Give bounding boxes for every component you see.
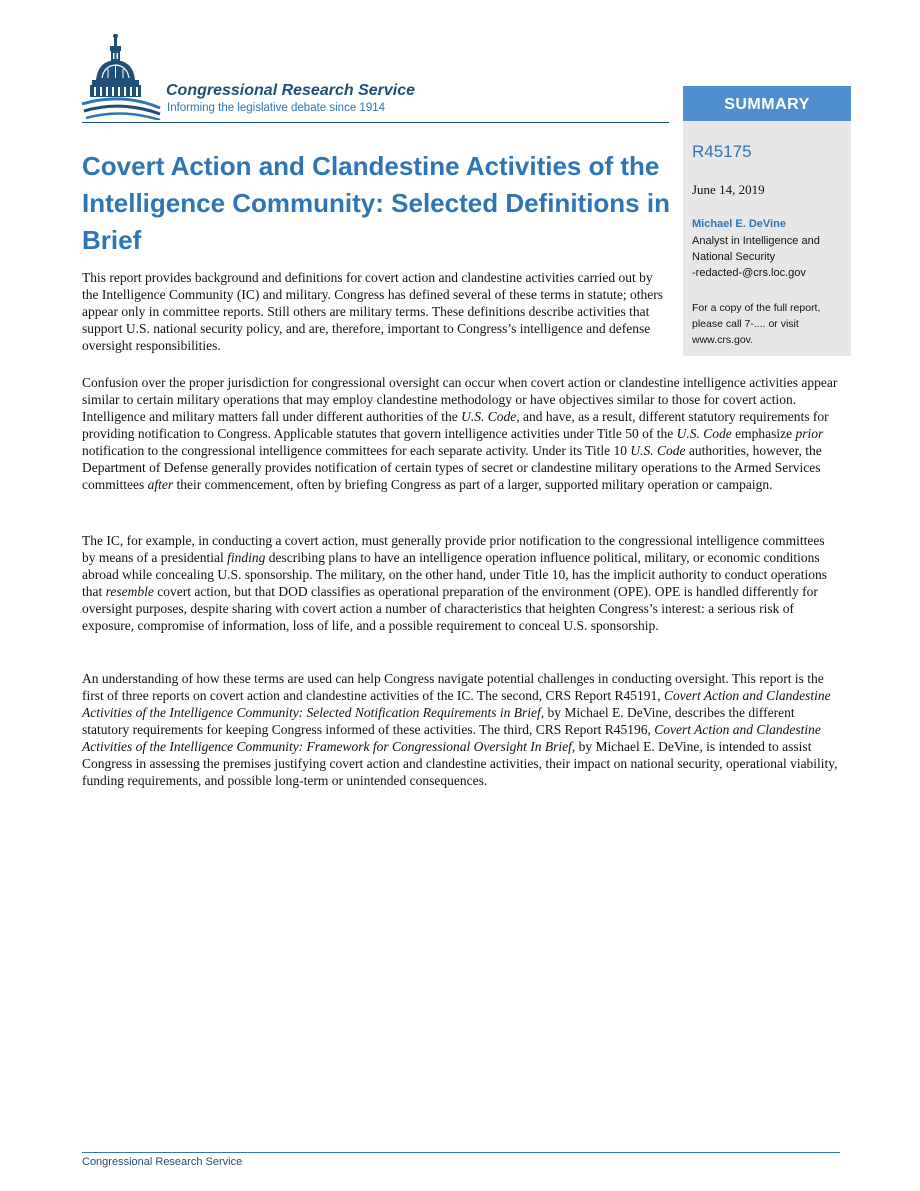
text-run: notification to the congressional intelligence committees for each separate activity. Under its Title 10 bbox=[82, 443, 631, 458]
copy-note-line2: please call 7-.... or visit bbox=[692, 318, 799, 330]
italic-run: prior bbox=[795, 426, 824, 441]
italic-run: U.S. Code bbox=[676, 426, 732, 441]
paragraph-ic-example bbox=[82, 532, 840, 634]
text-run: The IC, for example, in conducting a covert action, must generally provide prior notification to the congressional intelligence committees by means of a presidential bbox=[82, 533, 825, 565]
text-run: and have, as a result, different statutory requirements for providing notification to Congress. Applicable statutes that govern intelligence activities under Title 50 of the bbox=[82, 409, 829, 441]
text-run: emphasize bbox=[731, 426, 796, 441]
italic-run: Covert Action and Clandestine Activities of the Intelligence Community: Selected Notification Requirements in Brief bbox=[82, 688, 831, 720]
intro-paragraph: This report provides background and definitions for covert action and clandestine activities carried out by the Intelligence Community (IC) and military. Congress has defined several of these terms in statute; others appear only in committee reports. Still others are military terms. These definitions describe activities that support U.S. national security policy, and are, therefore, important to Congress’s intelligence and defense oversight responsibilities. bbox=[82, 270, 663, 353]
report-date: June 14, 2019 bbox=[692, 182, 765, 197]
italic-run: Covert Action and Clandestine Activities of the Intelligence Community: Framework for Congressional Oversight In Brief bbox=[82, 722, 821, 754]
paragraph-related-reports bbox=[82, 670, 840, 789]
org-tagline: Informing the legislative debate since 1914 bbox=[167, 102, 386, 114]
text-run: , by Michael E. DeVine, is intended to assist Congress in assessing the premises justifying covert action and clandestine activities, their impact on national security, operational viability, funding requirements, and possible long-term or unintended consequences. bbox=[82, 739, 838, 788]
italic-run: finding bbox=[227, 550, 266, 565]
report-number: R45175 bbox=[692, 142, 752, 161]
summary-sidebar bbox=[683, 86, 851, 356]
text-run: An understanding of how these terms are used can help Congress navigate potential challenges in conducting oversight. This report is the first of three reports on covert action and clandestine activities of the IC. The second, CRS Report R45191, bbox=[82, 671, 824, 703]
italic-run: after bbox=[147, 477, 174, 492]
summary-heading: SUMMARY bbox=[683, 86, 851, 121]
author-email: -redacted-@crs.loc.gov bbox=[692, 267, 806, 279]
text-run: describing plans to have an intelligence operation influence political, military, or economic conditions abroad while concealing U.S. sponsorship. The military, on the other hand, under Title 10, has the implicit authority to conduct operations that bbox=[82, 550, 827, 599]
report-title: Covert Action and Clandestine Activities of the Intelligence Community: Selected Definitions in Brief bbox=[82, 151, 670, 255]
author-name: Michael E. DeVine bbox=[692, 218, 786, 230]
footer-divider bbox=[82, 1152, 840, 1153]
author-title-line2: National Security bbox=[692, 251, 776, 263]
author-title-line1: Analyst in Intelligence and bbox=[692, 235, 820, 247]
text-run: their commencement, often by briefing Congress as part of a larger, supported military operation or campaign. bbox=[173, 477, 773, 492]
text-run: authorities, however, the Department of Defense generally provides notification of certain types of secret or clandestine military operations to the Armed Services committees bbox=[82, 443, 822, 492]
copy-note-line1: For a copy of the full report, bbox=[692, 302, 821, 314]
italic-run: U.S. Code, bbox=[461, 409, 520, 424]
italic-run: U.S. Code bbox=[630, 443, 686, 458]
text-run: covert action, but that DOD classifies as operational preparation of the environment (OPE). OPE is handled differently for oversight purposes, despite sharing with covert action a number of characteristics that heighten Congress’s interest: a serious risk of exposure, compromise of information, loss of life, and a possible requirement to conceal U.S. sponsorship. bbox=[82, 584, 818, 633]
org-name: Congressional Research Service bbox=[166, 82, 416, 99]
italic-run: resemble bbox=[105, 584, 154, 599]
footer-org-name: Congressional Research Service bbox=[82, 1156, 243, 1168]
paragraph-jurisdiction bbox=[82, 374, 840, 493]
text-run: Confusion over the proper jurisdiction for congressional oversight can occur when covert action or clandestine intelligence activities appear similar to certain military operations that may employ clandestine methodology or have objectives similar to those for covert action. Intelligence and military matters fall under different authorities of the bbox=[82, 375, 838, 424]
copy-note-line3: www.crs.gov. bbox=[692, 334, 754, 346]
text-run: , by Michael E. DeVine, describes the different statutory requirements for keeping Congress informed of these activities. The third, CRS Report R45196, bbox=[82, 705, 795, 737]
header-divider bbox=[82, 122, 669, 123]
